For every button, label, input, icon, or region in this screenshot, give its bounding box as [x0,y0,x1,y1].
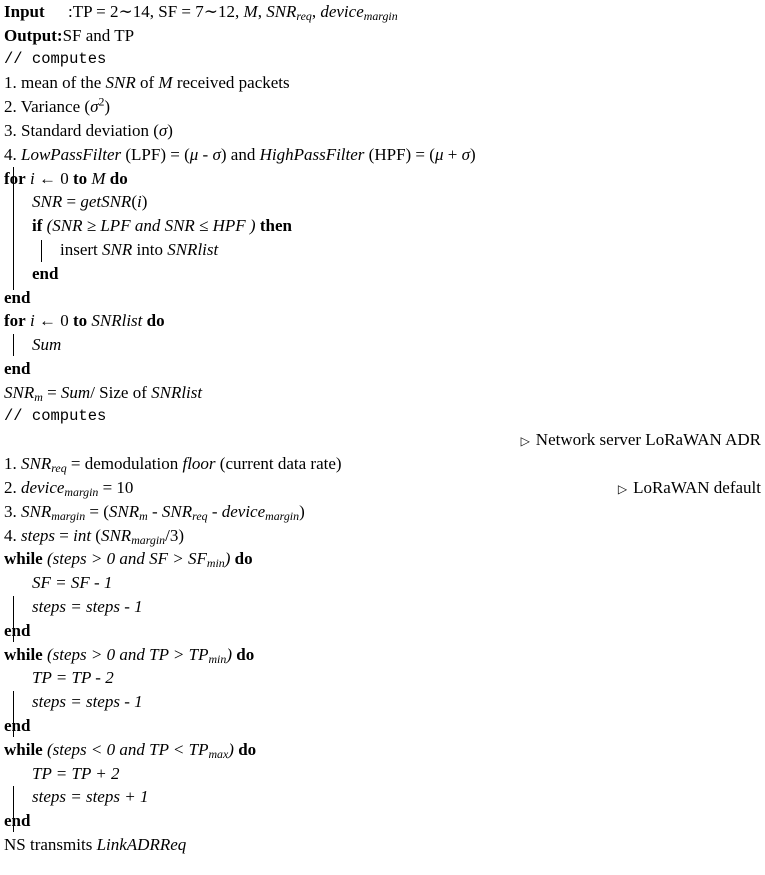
output-line: Output:SF and TP [4,25,135,45]
snr-m-assign: $SNR_m = Sum/$ Size of SNRlist [4,382,203,404]
comment-ns-adr-line [4,428,761,452]
input-line: Input :TP = 2∼14, SF = 7∼12, M, $SNR_{req}$, device$_{margin}$ [4,2,398,23]
while1-end: end [4,620,31,640]
while3-header: while (steps < 0 and TP < $TP_{max}$) do [4,739,257,761]
while3-end: end [4,811,31,831]
if-end: end [32,263,59,283]
step-snr-req: 1. $SNR_{req}$ = demodulation floor (current data rate) [4,454,342,476]
loop1-block-bar [13,167,14,290]
step-snr-margin: 3. $SNR_{margin} = (SNR_m - SNR_{req}$ - device$_{margin}$) [4,501,305,523]
while1-body2: steps = steps - 1 [32,596,143,616]
comment-ns-adr: ▷ Network server LoRaWAN ADR [520,430,761,450]
if-block-bar [41,240,42,262]
loop2-end: end [4,358,31,378]
loop2-body: Sum [32,335,62,355]
step-device-margin-line [4,476,761,500]
while3-body2: steps = steps + 1 [32,787,149,807]
while2-end: end [4,715,31,735]
while2-body1: TP = TP - 2 [32,668,114,688]
step-steps: 4. steps = int $(SNR_{margin}/3)$ [4,525,185,547]
loop2-header: for i ← 0 to SNRlist do [4,311,165,331]
triangle-icon: ▷ [617,481,628,496]
while2-block-bar [13,691,14,737]
while2-body2: steps = steps - 1 [32,692,143,712]
loop1-end: end [4,287,31,307]
while1-block-bar [13,596,14,642]
loop1-assign: SNR = getSNR(i) [32,192,148,212]
step-device-margin: 2. device$_{margin}$ = 10 [4,477,134,499]
comment-computes: // computes [4,49,107,68]
comment-computes-2: // computes [4,406,107,425]
algorithm-block [4,0,761,857]
step-std: 3. Standard deviation (σ) [4,120,173,140]
loop1-insert: insert SNR into SNRlist [60,239,219,259]
final-line: NS transmits LinkADRReq [4,834,187,854]
loop1-if: if (SNR ≥ LPF and SNR ≤ HPF ) then [32,216,292,236]
step-filters: 4. LowPassFilter (LPF) = (μ - σ) and HighPassFilter (HPF) = (μ + σ) [4,144,476,164]
while1-header: while (steps > 0 and SF > $SF_{min}$) do [4,549,253,571]
while3-body1: TP = TP + 2 [32,763,120,783]
while2-header: while (steps > 0 and TP > $TP_{min}$) do [4,644,255,666]
while1-body1: SF = SF - 1 [32,573,113,593]
comment-lorawan-default: ▷ LoRaWAN default [617,477,761,497]
step-mean: 1. mean of the SNR of M received packets [4,73,290,93]
loop2-block-bar [13,334,14,356]
triangle-icon: ▷ [520,434,530,449]
step-variance: 2. Variance $(\sigma^2)$ [4,94,111,117]
while3-block-bar [13,786,14,832]
loop1-header: for i ← 0 to M do [4,168,128,188]
